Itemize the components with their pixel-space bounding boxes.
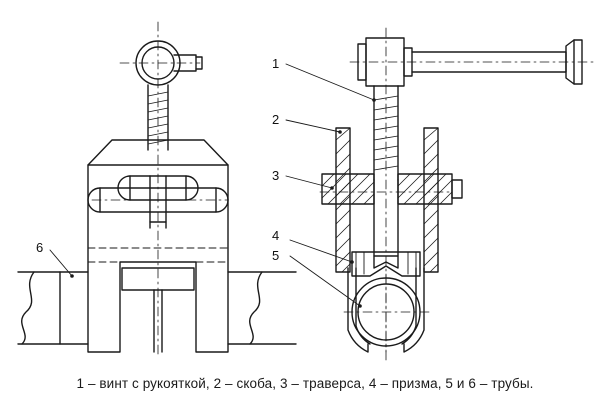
traverse-right-hatch [398,174,452,204]
callout-label-3: 3 [272,168,280,183]
bracket-right-hatch [424,128,438,272]
side-view-group [320,28,596,360]
callout-label-2: 2 [272,112,280,127]
callout-label-4: 4 [272,228,280,243]
leader-4 [290,240,352,262]
bracket-left-hatch [336,128,350,272]
figure-caption: 1 – винт с рукояткой, 2 – скоба, 3 – траверса, 4 – призма, 5 и 6 – трубы. [76,376,534,391]
leader-1 [286,64,374,100]
traverse-right-nut [452,180,462,198]
leader-lines [50,64,374,306]
callout-label-5: 5 [272,248,280,263]
callout-label-6: 6 [36,240,44,255]
pipe5-break-line [250,272,262,344]
callout-label-1: 1 [272,56,280,71]
leader-2 [286,120,340,132]
leader-3 [286,176,332,188]
traverse-left-hatch [322,174,374,204]
front-view-group [18,22,296,358]
traverse-right-section [398,174,452,204]
pipe6-break-line [22,272,34,344]
